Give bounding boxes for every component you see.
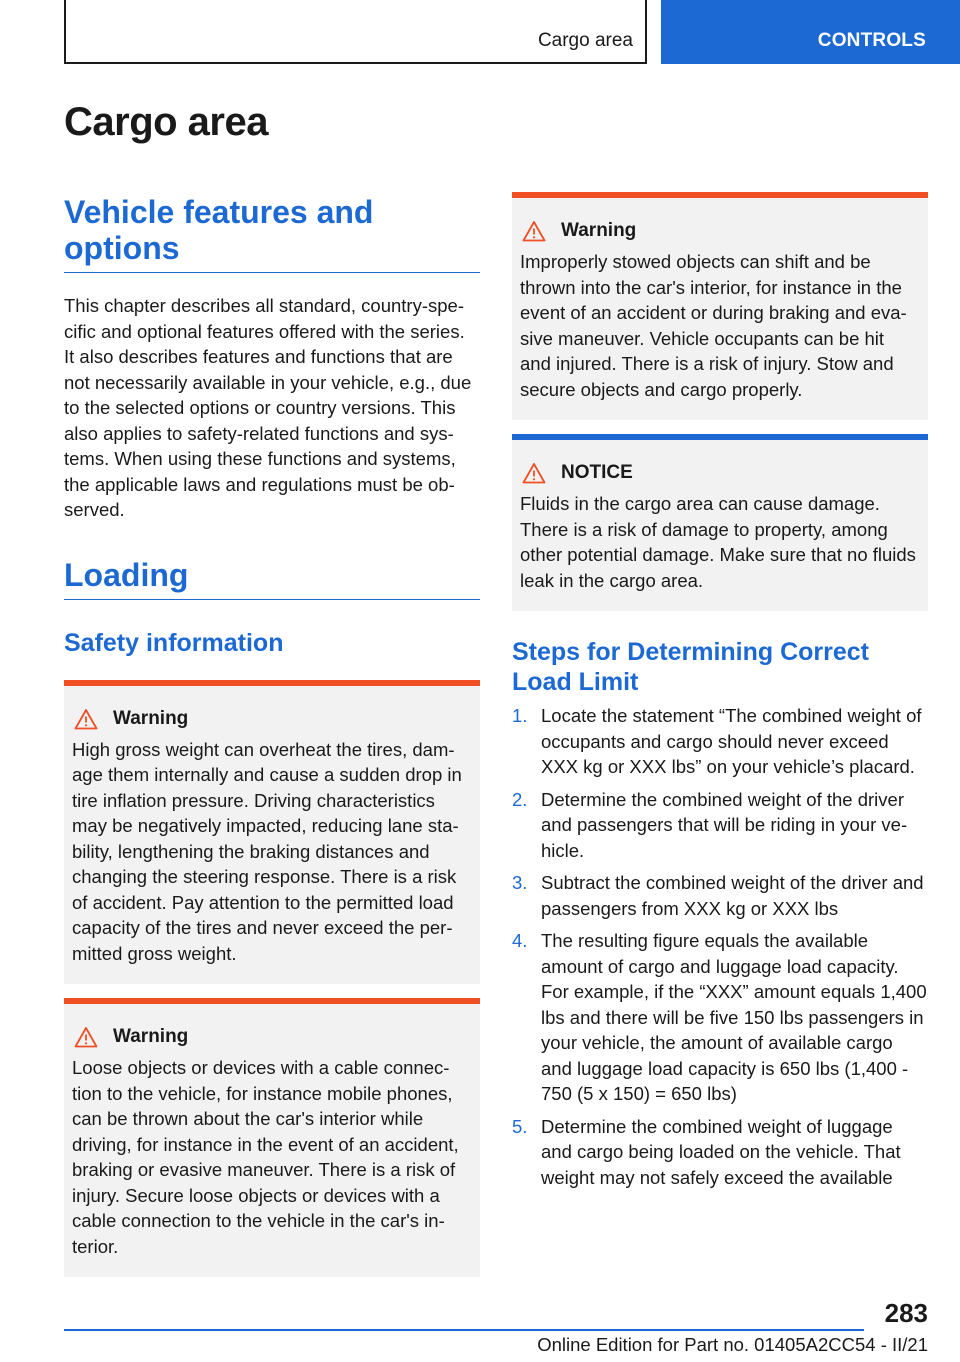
safety-information-heading: Safety information [64,628,284,657]
warning-box-header [74,1026,472,1048]
step-number: 2. [512,788,528,810]
features-heading: Vehicle features and options [64,194,480,273]
warning-label: Warning [561,220,637,241]
step-text: The resulting figure equals the available amount of cargo and luggage load capacity. For example, if the “XXX” amount equals 1,400 lbs and there will be five 150 lbs passengers in your vehicle, the amount of available cargo and luggage load capacity is 650 lbs (1,400 - 750 (5 x 150) = 650 lbs) [541,930,927,1104]
header-section-title: Cargo area [537,30,633,51]
warning-label: Warning [113,707,189,729]
notice-text: Fluids in the cargo area can cause damage. There is a risk of damage to property, among other potential damage. Make sure that no fluids leak in the cargo area. [520,493,916,591]
warning-box-header [522,220,920,242]
warning-box-gross-weight [64,680,480,985]
warning-triangle-icon [522,462,546,484]
header-chapter-tab [661,0,960,64]
warning-box-loose-objects [64,998,480,1277]
warning-text: Loose objects or devices with a cable connection to the vehicle, for instance mobile phones, can be thrown about the car's interior while driving, for instance in the event of an accident, braking or evasive maneuver. There is a risk of injury. Secure loose objects or devices with a cable connection to the vehicle in the car's interior. [72,1057,459,1257]
warning-triangle-icon [522,220,546,242]
notice-box-header [522,462,920,484]
list-item [512,928,928,1107]
step-text: Determine the combined weight of luggage and cargo being loaded on the vehicle. That weight may not safely exceed the available [541,1115,901,1188]
loading-heading: Loading [64,557,480,600]
page-number: 283 [884,1298,928,1328]
list-item [512,1114,928,1191]
right-column [512,192,928,1197]
list-item [512,870,928,921]
step-number: 4. [512,930,528,951]
warning-label: Warning [113,1026,189,1047]
warning-text: Improperly stowed objects can shift and be thrown into the car's interior, for instance in the event of an accident or during braking and evasive maneuver. Vehicle occupants can be hit and injured. There is a risk of injury. Stow and secure objects and cargo properly. [520,251,907,400]
steps-heading: Steps for Determining Correct Load Limit [512,638,870,696]
warning-triangle-icon [74,1026,98,1048]
header-section-box [64,0,647,64]
footer-divider [64,1329,864,1331]
warning-box-header [74,708,472,730]
step-text: Determine the combined weight of the driver and passengers that will be riding in your vehicle. [541,788,908,861]
notice-label: NOTICE [561,462,633,483]
steps-list [512,703,928,1190]
step-text: Subtract the combined weight of the driver and passengers from XXX kg or XXX lbs [541,872,924,919]
warning-triangle-icon [74,708,98,730]
list-item [512,703,928,780]
step-number: 1. [512,705,528,726]
edition-note: Online Edition for Part no. 01405A2CC54 - II/21 [537,1334,928,1355]
page-title: Cargo area [64,100,268,144]
features-paragraph: This chapter describes all standard, country-specific and optional features offered with the series. It also describes features and functions that are not necessarily available in your vehicle, e.g., due to the selected options or country versions. This also applies to safety-related functions and systems. When using these functions and systems, the applicable laws and regulations must be observed. [64,295,472,520]
step-number: 5. [512,1115,528,1137]
list-item [512,787,928,864]
step-text: Locate the statement “The combined weight of occupants and cargo should never exceed XXX kg or XXX lbs” on your vehicle’s placard. [541,705,922,777]
warning-text: High gross weight can overheat the tires, damage them internally and cause a sudden drop in tire inflation pressure. Driving characteristics may be negatively impacted, reducing lane stability, lengthening the braking distances and changing the steering response. There is a risk of accident. Pay attention to the permitted load capacity of the tires and never exceed the permitted gross weight. [72,738,462,964]
left-column [64,192,480,1277]
notice-box-fluids [512,434,928,611]
warning-box-stowed-objects [512,192,928,420]
step-number: 3. [512,872,528,893]
header-chapter-label: CONTROLS [817,30,926,51]
